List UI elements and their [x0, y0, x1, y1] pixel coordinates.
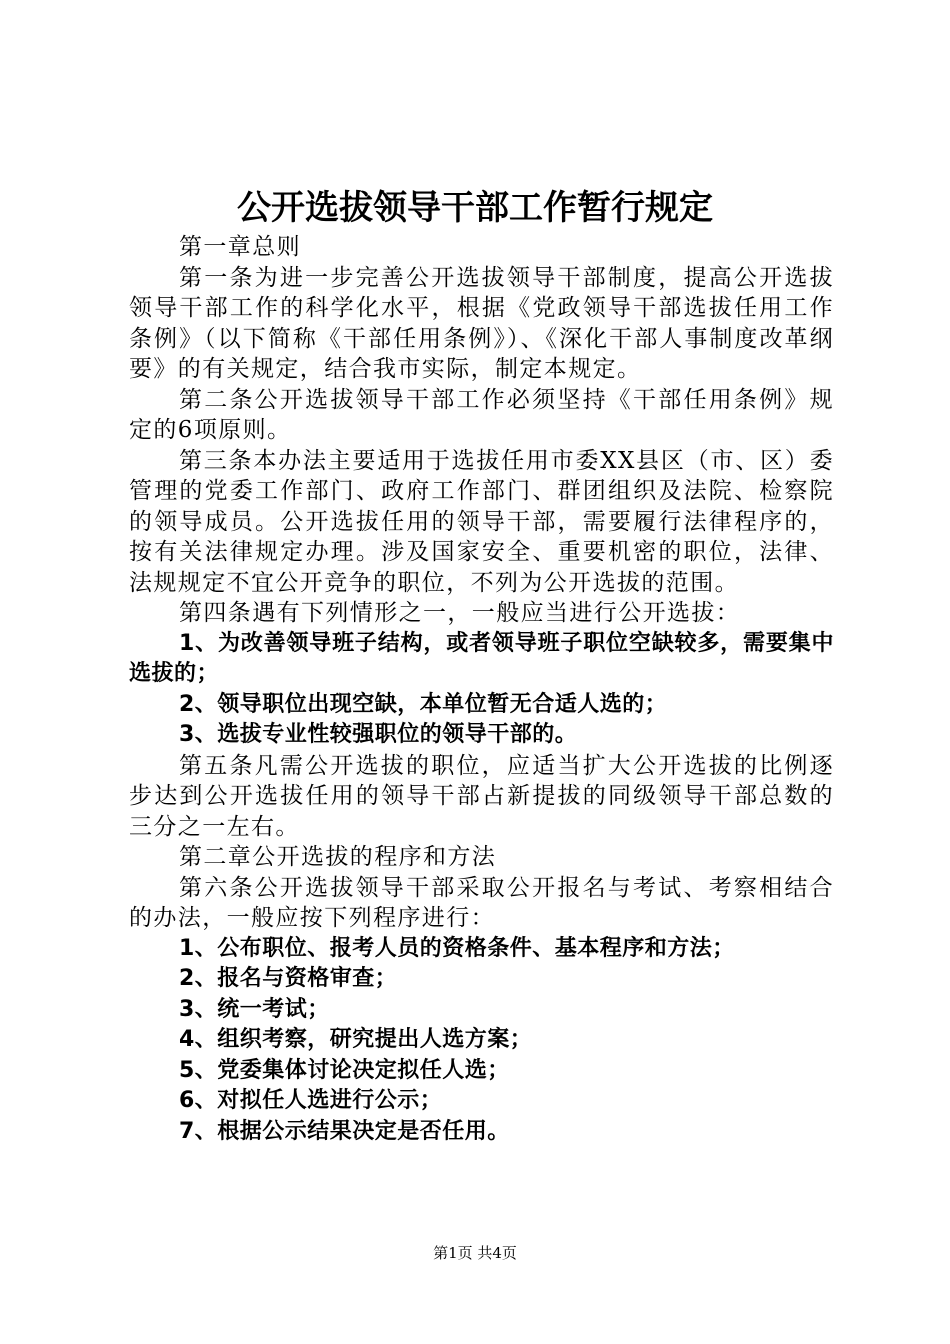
- list-item: 5、党委集体讨论决定拟任人选；: [179, 1057, 510, 1083]
- document-title: 公开选拔领导干部工作暂行规定: [237, 188, 713, 228]
- list-item: 1、公布职位、报考人员的资格条件、基本程序和方法；: [179, 935, 735, 961]
- chapter-heading: 第一章总则: [179, 234, 301, 260]
- chapter-heading: 第二章公开选拔的程序和方法: [179, 844, 497, 870]
- list-item: 6、对拟任人选进行公示；: [179, 1088, 443, 1113]
- list-item: 3、统一考试；: [179, 996, 330, 1022]
- list-item: 2、领导职位出现空缺，本单位暂无合适人选的；: [179, 691, 668, 717]
- article-paragraph: 第五条凡需公开选拔的职位，应适当扩大公开选拔的比例逐步达到公开选拔任用的领导干部占新提拔的同级领导干部总数的三分之一左右。: [129, 752, 834, 840]
- list-item: 2、报名与资格审查；: [179, 966, 398, 991]
- page-number-footer: 第1页 共4页: [433, 1244, 517, 1262]
- article-paragraph: 第一条为进一步完善公开选拔领导干部制度，提高公开选拔领导干部工作的科学化水平，根据《党政领导干部选拔任用工作条例》（以下简称《干部任用条例》）、《深化干部人事制度改革纲要》的有关规定，结合我市实际，制定本规定。: [129, 264, 834, 382]
- article-paragraph: 第四条遇有下列情形之一，一般应当进行公开选拔：: [179, 600, 741, 626]
- list-item: 1、为改善领导班子结构，或者领导班子职位空缺较多，需要集中选拔的；: [129, 630, 834, 686]
- article-paragraph: 第二条公开选拔领导干部工作必须坚持《干部任用条例》规定的6项原则。: [129, 386, 834, 443]
- article-paragraph: 第三条本办法主要适用于选拔任用市委XX县区（市、区）委管理的党委工作部门、政府工作部门、群团组织及法院、检察院的领导成员。公开选拔任用的领导干部，需要履行法律程序的，按有关法律规定办理。涉及国家安全、重要机密的职位，法律、法规规定不宜公开竞争的职位，不列为公开选拔的范围。: [129, 447, 834, 596]
- list-item: 7、根据公示结果决定是否任用。: [179, 1118, 510, 1144]
- document-body: [129, 232, 834, 1147]
- list-item: 3、选拔专业性较强职位的领导干部的。: [179, 722, 578, 747]
- article-paragraph: 第六条公开选拔领导干部采取公开报名与考试、考察相结合的办法，一般应按下列程序进行：: [129, 874, 834, 931]
- list-item: 4、组织考察，研究提出人选方案；: [179, 1027, 533, 1052]
